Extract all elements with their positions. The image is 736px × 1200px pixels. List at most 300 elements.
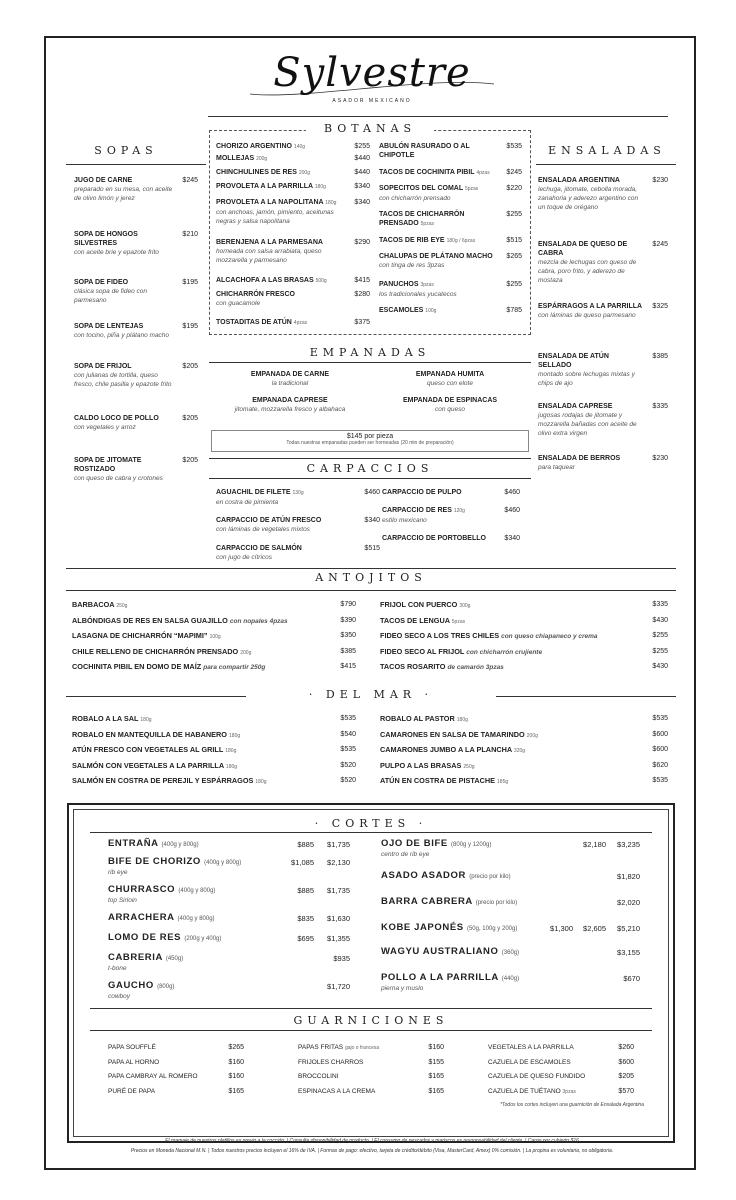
item-name: GAUCHO (108, 980, 154, 991)
menu-item (216, 168, 346, 178)
item-name: ESPÁRRAGOS A LA PARRILLA (538, 303, 643, 310)
menu-item (216, 198, 346, 226)
item-name-line (216, 290, 346, 299)
item-weight: (800g y 1200g) (451, 842, 492, 848)
item-name-line (379, 184, 497, 194)
item-name: CARPACCIO DE SALMÓN (216, 545, 302, 552)
corte-name (381, 896, 517, 907)
item-name: SOPA DE FRIJOL (74, 363, 132, 370)
guarnicion-name (298, 1044, 379, 1051)
item-name: EMPANADA DE ESPINACAS (402, 397, 498, 404)
item-name: KOBE JAPONÉS (381, 922, 464, 933)
item-name: CALDO LOCO DE POLLO (74, 415, 159, 422)
corte-price: $835 (297, 914, 314, 923)
guarnicion-name (488, 1073, 585, 1080)
item-price: $280 (354, 291, 370, 298)
corte-price: $3,155 (617, 948, 640, 957)
item-weight: 185g (497, 779, 509, 785)
guarnicion-price: $265 (228, 1044, 244, 1051)
item-price: $245 (506, 169, 522, 176)
item-price: $460 (504, 507, 520, 514)
item-name: TACOS DE COCHINITA PIBIL (379, 169, 475, 176)
item-weight: 100g (209, 634, 221, 640)
item-name: SOPECITOS DEL COMAL (379, 185, 464, 192)
menu-item (538, 352, 644, 388)
guarnicion-name (298, 1059, 363, 1066)
item-price: $460 (504, 489, 520, 496)
item-name: ROBALO EN MANTEQUILLA DE HABANERO (72, 729, 227, 739)
item-name: TACOS DE RIB EYE (379, 237, 445, 244)
item-desc: con julianas de tortilla, queso fresco, chile pasilla y epazote frito (74, 372, 172, 388)
item-name: CARPACCIO DE RES (382, 507, 452, 514)
item-name: CAMARONES EN SALSA DE TAMARINDO (380, 729, 525, 739)
item-weight: 180g (140, 717, 152, 723)
item-name: ARRACHERA (108, 912, 175, 923)
item-name: ENSALADA DE QUESO DE CABRA (538, 241, 628, 257)
item-name: SALMÓN EN COSTRA DE PEREJIL Y ESPÁRRAGOS (72, 776, 254, 785)
guarnicion-price: $205 (618, 1073, 634, 1080)
item-desc: los tradicionales yucatecos (379, 291, 457, 298)
item-name: PAPA AL HORNO (108, 1058, 160, 1066)
menu-item (379, 210, 497, 229)
menu-item (216, 516, 346, 534)
item-price: $440 (354, 169, 370, 176)
item-name: CHINCHULINES DE RES (216, 169, 297, 176)
item-weight: 200g (298, 170, 310, 176)
item-name: PROVOLETA A LA NAPOLITANA (216, 199, 324, 206)
item-desc: con láminas de queso parmesano (538, 312, 636, 319)
item-price: $790 (340, 601, 356, 608)
item-price: $340 (504, 535, 520, 542)
item-name: SALMÓN CON VEGETALES A LA PARRILLA (72, 760, 224, 770)
item-price: $430 (652, 616, 668, 624)
corte-desc: top Sirloin (108, 897, 137, 904)
item-name: AGUACHIL DE FILETE (216, 489, 291, 496)
item-name: ENSALADA DE ATÚN SELLADO (538, 353, 609, 369)
corte-price: $1,735 (327, 886, 350, 895)
corte-name (108, 838, 199, 849)
menu-row (380, 647, 542, 658)
item-name-line (216, 182, 346, 192)
sopas-title: SOPAS (94, 144, 158, 157)
item-name-line (216, 238, 346, 247)
guarnicion-price: $165 (228, 1087, 244, 1095)
item-name: CHALUPAS DE PLÁTANO MACHO (379, 253, 493, 260)
item-name: POLLO A LA PARRILLA (381, 972, 499, 983)
item-name: ESCAMOLES (379, 307, 424, 314)
ensaladas-title: ENSALADAS (548, 144, 666, 157)
item-name: ATÚN FRESCO CON VEGETALES AL GRILL (72, 745, 224, 754)
carpaccios-title: CARPACCIOS (306, 462, 434, 475)
guarnicion-price: $600 (618, 1058, 634, 1066)
item-weight: (50g, 100g y 200g) (466, 926, 518, 932)
menu-row (380, 662, 504, 673)
item-weight: 300g (459, 603, 471, 609)
corte-price: $2,180 (583, 840, 606, 849)
item-price: $340 (364, 517, 380, 524)
item-price: $255 (652, 632, 668, 639)
menu-row (380, 631, 598, 642)
menu-row (72, 745, 236, 756)
item-price: $210 (182, 231, 198, 238)
item-price: $415 (340, 663, 356, 670)
item-desc: estilo mexicano (382, 517, 427, 524)
corte-price: $1,820 (617, 872, 640, 881)
item-name: PROVOLETA A LA PARRILLA (216, 183, 313, 190)
item-desc: mezcla de lechugas con queso de cabra, poro frito, y aderezo de mostaza (538, 259, 637, 284)
item-price: $535 (506, 143, 522, 150)
item-name: MOLLEJAS (216, 155, 255, 162)
corte-name (381, 922, 517, 933)
item-price: $515 (506, 237, 522, 244)
item-extra: 3pzas (562, 1088, 576, 1095)
menu-item (216, 396, 364, 414)
menu-row (380, 745, 525, 756)
item-weight: (440g) (501, 976, 520, 982)
corte-name (108, 912, 215, 923)
item-name: SOPA DE HONGOS SILVESTRES (74, 231, 138, 247)
item-name: TACOS DE CHICHARRÓN PRENSADO (379, 211, 465, 227)
corte-desc: cowboy (108, 993, 131, 1000)
item-price: $385 (652, 353, 668, 360)
item-price: $335 (652, 601, 668, 608)
item-name: ENSALADA ARGENTINA (538, 177, 620, 184)
menu-row (72, 631, 221, 642)
item-price: $245 (652, 241, 668, 248)
corte-name (108, 932, 221, 943)
menu-item (74, 456, 174, 483)
item-name: VEGETALES A LA PARRILLA (488, 1044, 574, 1051)
empanadas-price: $145 por pieza (346, 433, 394, 440)
item-name-line (216, 168, 346, 178)
item-name: CARPACCIO DE PORTOBELLO (382, 535, 486, 542)
item-desc: con queso chiapaneco y crema (501, 633, 598, 640)
item-name-line (379, 168, 497, 178)
item-weight: (400g y 800g) (177, 916, 215, 922)
item-desc: con anchoas, jamón, pimiento, aceitunas negras y salsa napolitana (216, 209, 334, 225)
item-name: ALCACHOFA A LAS BRASAS (216, 277, 314, 284)
cortes-title: · CORTES · (314, 817, 428, 830)
item-extra: gajo o francesa (344, 1045, 380, 1051)
menu-item (216, 154, 346, 164)
guarnicion-name (298, 1088, 375, 1095)
item-name: EMPANADA HUMITA (415, 371, 485, 378)
menu-item (538, 302, 644, 320)
item-weight: (800g) (157, 984, 175, 990)
corte-price: $885 (297, 886, 314, 895)
item-name: FRIJOL CON PUERCO (380, 600, 458, 609)
menu-item (216, 290, 346, 308)
item-name-line (379, 210, 497, 229)
item-weight: (450g) (165, 956, 184, 962)
menu-item (376, 370, 524, 388)
item-weight: 180g / 6pzas (446, 238, 476, 244)
item-name: SOPA DE JITOMATE ROSTIZADO (74, 457, 142, 473)
item-weight: 250g (463, 763, 475, 770)
item-name-line (216, 142, 346, 152)
item-desc: con tinga de res 3pzas (379, 262, 445, 269)
botanas-title: BOTANAS (306, 122, 434, 135)
item-name: ENTRAÑA (108, 838, 159, 849)
item-name: ENSALADA CAPRESE (538, 403, 613, 410)
guarnicion-name (488, 1059, 571, 1066)
item-price: $255 (354, 143, 370, 150)
item-name: TACOS ROSARITO (380, 662, 446, 671)
item-price: $540 (340, 730, 356, 738)
item-name-line (216, 516, 346, 525)
item-name: EMPANADA CAPRESE (252, 397, 328, 404)
item-weight: 4pzas (293, 320, 308, 326)
item-weight: 100g (425, 308, 437, 314)
menu-item (74, 322, 174, 340)
item-weight: 180g (225, 763, 238, 770)
guarnicion-name (488, 1044, 574, 1051)
item-name: CAZUELA DE ESCAMOLES (488, 1058, 571, 1066)
footer-line-1: El gramaje de nuestros platillos es previo a la cocción. | Consulta disponibilidad de producto. | El consumo de pescados y mariscos es responsabilidad del cliente. | Cargo por cubierto $16 (165, 1138, 579, 1144)
guarnicion-price: $160 (228, 1058, 244, 1066)
item-name: BARRA CABRERA (381, 896, 473, 907)
menu-item (379, 142, 497, 160)
item-weight: (360g) (501, 950, 520, 956)
item-name: CAZUELA DE TUÉTANO (488, 1087, 561, 1095)
guarnicion-name (298, 1073, 338, 1080)
item-desc: con nopales 4pzas (229, 617, 288, 625)
item-price: $600 (652, 730, 668, 738)
item-price: $375 (354, 319, 370, 326)
item-price: $245 (182, 177, 198, 184)
guarnicion-name (108, 1088, 155, 1095)
item-weight: 180g (325, 200, 337, 206)
item-name: CHICHARRÓN FRESCO (216, 291, 295, 298)
item-name-line (216, 544, 346, 553)
item-price: $205 (182, 457, 198, 464)
item-name: OJO DE BIFE (381, 838, 448, 849)
item-weight: (400g y 800g) (178, 888, 216, 894)
menu-item (74, 176, 174, 203)
item-price: $430 (652, 663, 668, 670)
item-price: $785 (506, 307, 522, 314)
corte-desc: pierna y muslo (381, 985, 424, 992)
corte-name (108, 856, 241, 867)
item-name: ABULÓN RASURADO O AL CHIPOTLE (379, 143, 470, 159)
item-name: CHORIZO ARGENTINO (216, 143, 292, 150)
item-price: $350 (340, 632, 356, 639)
item-name: SOPA DE LENTEJAS (74, 323, 144, 330)
item-price: $205 (182, 363, 198, 370)
item-price: $195 (182, 279, 198, 286)
item-name: COCHINITA PIBIL EN DOMO DE MAÍZ (72, 662, 202, 671)
corte-price: $1,630 (327, 914, 350, 923)
item-weight: (200g y 400g) (184, 936, 222, 942)
item-name-line (216, 154, 346, 164)
menu-item (216, 370, 364, 388)
item-name: ASADO ASADOR (381, 870, 466, 881)
item-weight: 5pzas (464, 186, 479, 192)
empanadas-price-box (211, 430, 529, 452)
menu-item (216, 544, 346, 562)
item-weight: 250g (116, 603, 128, 609)
item-price: $515 (364, 545, 380, 552)
item-desc: con queso (435, 406, 465, 413)
item-name: PAPA SOUFFLÉ (108, 1044, 156, 1051)
item-name: WAGYU AUSTRALIANO (381, 946, 499, 957)
item-desc: montado sobre lechugas mixtas y chips de ajo (538, 371, 635, 387)
item-weight: (400g y 800g) (161, 842, 199, 848)
item-name-line (216, 276, 346, 286)
menu-item (538, 454, 644, 472)
item-name: FIDEO SECO A LOS TRES CHILES (380, 631, 500, 640)
item-name: JUGO DE CARNE (74, 177, 133, 184)
corte-price: $2,605 (583, 924, 606, 933)
item-name-line (379, 252, 497, 261)
guarnicion-price: $160 (228, 1073, 244, 1080)
item-name: ROBALO A LA SAL (72, 714, 139, 723)
item-name-line (216, 488, 346, 498)
item-weight: 140g (293, 144, 306, 150)
guarnicion-price: $570 (618, 1087, 634, 1095)
menu-row (72, 776, 267, 787)
item-name: CHILE RELLENO DE CHICHARRÓN PRENSADO (72, 646, 239, 656)
item-price: $230 (652, 177, 668, 184)
item-desc: en costra de pimienta (216, 499, 279, 506)
item-name: ROBALO AL PASTOR (380, 714, 455, 723)
item-weight: (precio por kilo) (475, 900, 518, 906)
corte-price: $2,130 (327, 858, 350, 867)
item-name: ENSALADA DE BERROS (538, 455, 621, 462)
item-price: $230 (652, 455, 668, 462)
item-price: $415 (354, 277, 370, 284)
item-weight: 180g (255, 779, 267, 785)
item-name: CARPACCIO DE ATÚN FRESCO (216, 517, 322, 524)
guarnicion-name (108, 1073, 198, 1080)
corte-price: $3,235 (617, 840, 640, 849)
item-price: $520 (340, 761, 356, 769)
item-name-line (379, 280, 497, 290)
item-desc: jitomate, mozzarella fresco y albahaca (234, 406, 346, 413)
item-name: LOMO DE RES (108, 932, 182, 943)
item-name-line (379, 306, 497, 316)
corte-desc: t-bone (108, 965, 127, 972)
item-name: BIFE DE CHORIZO (108, 856, 201, 867)
item-desc: para taquear (538, 464, 575, 471)
guarnicion-name (108, 1059, 159, 1066)
item-price: $340 (354, 183, 370, 190)
menu-item (74, 230, 174, 257)
item-price: $390 (340, 616, 356, 624)
item-desc: lechuga, jitomate, cebolla morada, zanahoria y aderezo argentino con un toque de orégano (538, 186, 639, 211)
item-desc: con láminas de vegetales mixtos (216, 526, 310, 533)
corte-name (381, 870, 511, 881)
item-weight: 120g (453, 508, 465, 514)
item-desc: con jugo de cítricos (216, 554, 273, 561)
item-name: BERENJENA A LA PARMESANA (216, 239, 323, 246)
guarnicion-name (108, 1044, 156, 1051)
item-price: $255 (652, 647, 668, 655)
menu-row (380, 761, 475, 772)
corte-price: $1,355 (327, 934, 350, 943)
menu-row (380, 730, 538, 741)
item-name-line (216, 198, 346, 208)
menu-row (72, 662, 265, 673)
corte-price: $1,300 (550, 924, 573, 933)
item-price: $535 (340, 715, 356, 722)
item-price: $335 (652, 403, 668, 410)
item-price: $340 (354, 199, 370, 206)
corte-name (108, 884, 215, 895)
item-name: FRIJOLES CHARROS (298, 1058, 364, 1066)
menu-item (379, 168, 497, 178)
menu-item (379, 280, 497, 299)
brand-name: Sylvestre (273, 50, 471, 96)
menu-row (72, 730, 240, 741)
item-name-line (379, 236, 497, 246)
guarnicion-price: $160 (428, 1044, 444, 1051)
item-weight: 180g (229, 732, 241, 739)
item-name: BARBACOA (72, 600, 115, 609)
item-desc: con queso de cabra y crotones (74, 475, 163, 482)
menu-item (216, 276, 346, 286)
brand-logo (46, 46, 698, 120)
item-weight: 200g (526, 732, 538, 739)
item-desc: con chicharrón prensado (379, 195, 451, 202)
item-price: $520 (340, 777, 356, 784)
item-desc: la tradicional (271, 380, 309, 387)
item-price: $220 (506, 185, 522, 192)
item-weight: 320g (513, 748, 526, 754)
item-weight: 180g (314, 184, 326, 190)
corte-name (381, 972, 519, 983)
guarnicion-name (488, 1088, 576, 1095)
guarnicion-price: $165 (428, 1073, 444, 1080)
item-desc: con aceite brie y epazote frito (74, 249, 159, 256)
menu-item (216, 142, 346, 152)
item-name-line (379, 142, 497, 160)
menu-item (216, 182, 346, 192)
item-weight: 5pzas (451, 618, 466, 625)
item-price: $600 (652, 746, 668, 753)
item-name: EMPANADA DE CARNE (250, 371, 330, 378)
item-desc: preparado en su mesa, con aceite de olivo limón y jerez (74, 186, 173, 202)
item-name: ALBÓNDIGAS DE RES EN SALSA GUAJILLO (72, 615, 228, 625)
menu-item (538, 176, 644, 212)
corte-price: $1,735 (327, 840, 350, 849)
menu-item (538, 240, 644, 285)
corte-price: $935 (333, 954, 350, 963)
item-name: PULPO A LAS BRASAS (380, 760, 462, 770)
item-weight: 500g (315, 278, 327, 284)
corte-price: $1,085 (291, 858, 314, 867)
item-price: $290 (354, 239, 370, 246)
footer-line-2: Precios en Moneda Nacional M.N. | Todos nuestros precios incluyen el 16% de IVA. | Formas de pago: efectivo, tarjeta de crédito/débito (Visa, MasterCard, Amex) 0% comisión. | La propina es voluntaria, no obligatoria. (130, 1148, 614, 1154)
delmar-title: · DEL MAR · (246, 688, 496, 701)
item-name-line (216, 318, 346, 328)
corte-desc: centro de rib eye (381, 851, 430, 858)
item-price: $535 (652, 777, 668, 784)
menu-item (379, 184, 497, 203)
guarnicion-price: $155 (428, 1058, 444, 1066)
item-name: CAZUELA DE QUESO FUNDIDO (488, 1073, 586, 1080)
guarnicion-price: $165 (428, 1087, 444, 1095)
item-weight: 5pzas (420, 221, 434, 227)
item-name: PAPA CAMBRAY AL ROMERO (108, 1073, 198, 1080)
item-desc: horneada con salsa arrabiata, queso mozzarella y parmesano (216, 248, 322, 264)
item-weight: 180g (456, 717, 468, 723)
guarniciones-note: *Todos los cortes incluyen una guarnición de Ensalada Argentina (500, 1102, 644, 1108)
item-price: $205 (182, 415, 198, 422)
item-name: ESPINACAS A LA CREMA (298, 1087, 376, 1095)
item-desc: queso con elote (427, 380, 473, 387)
item-name: CABRERIA (108, 952, 163, 963)
